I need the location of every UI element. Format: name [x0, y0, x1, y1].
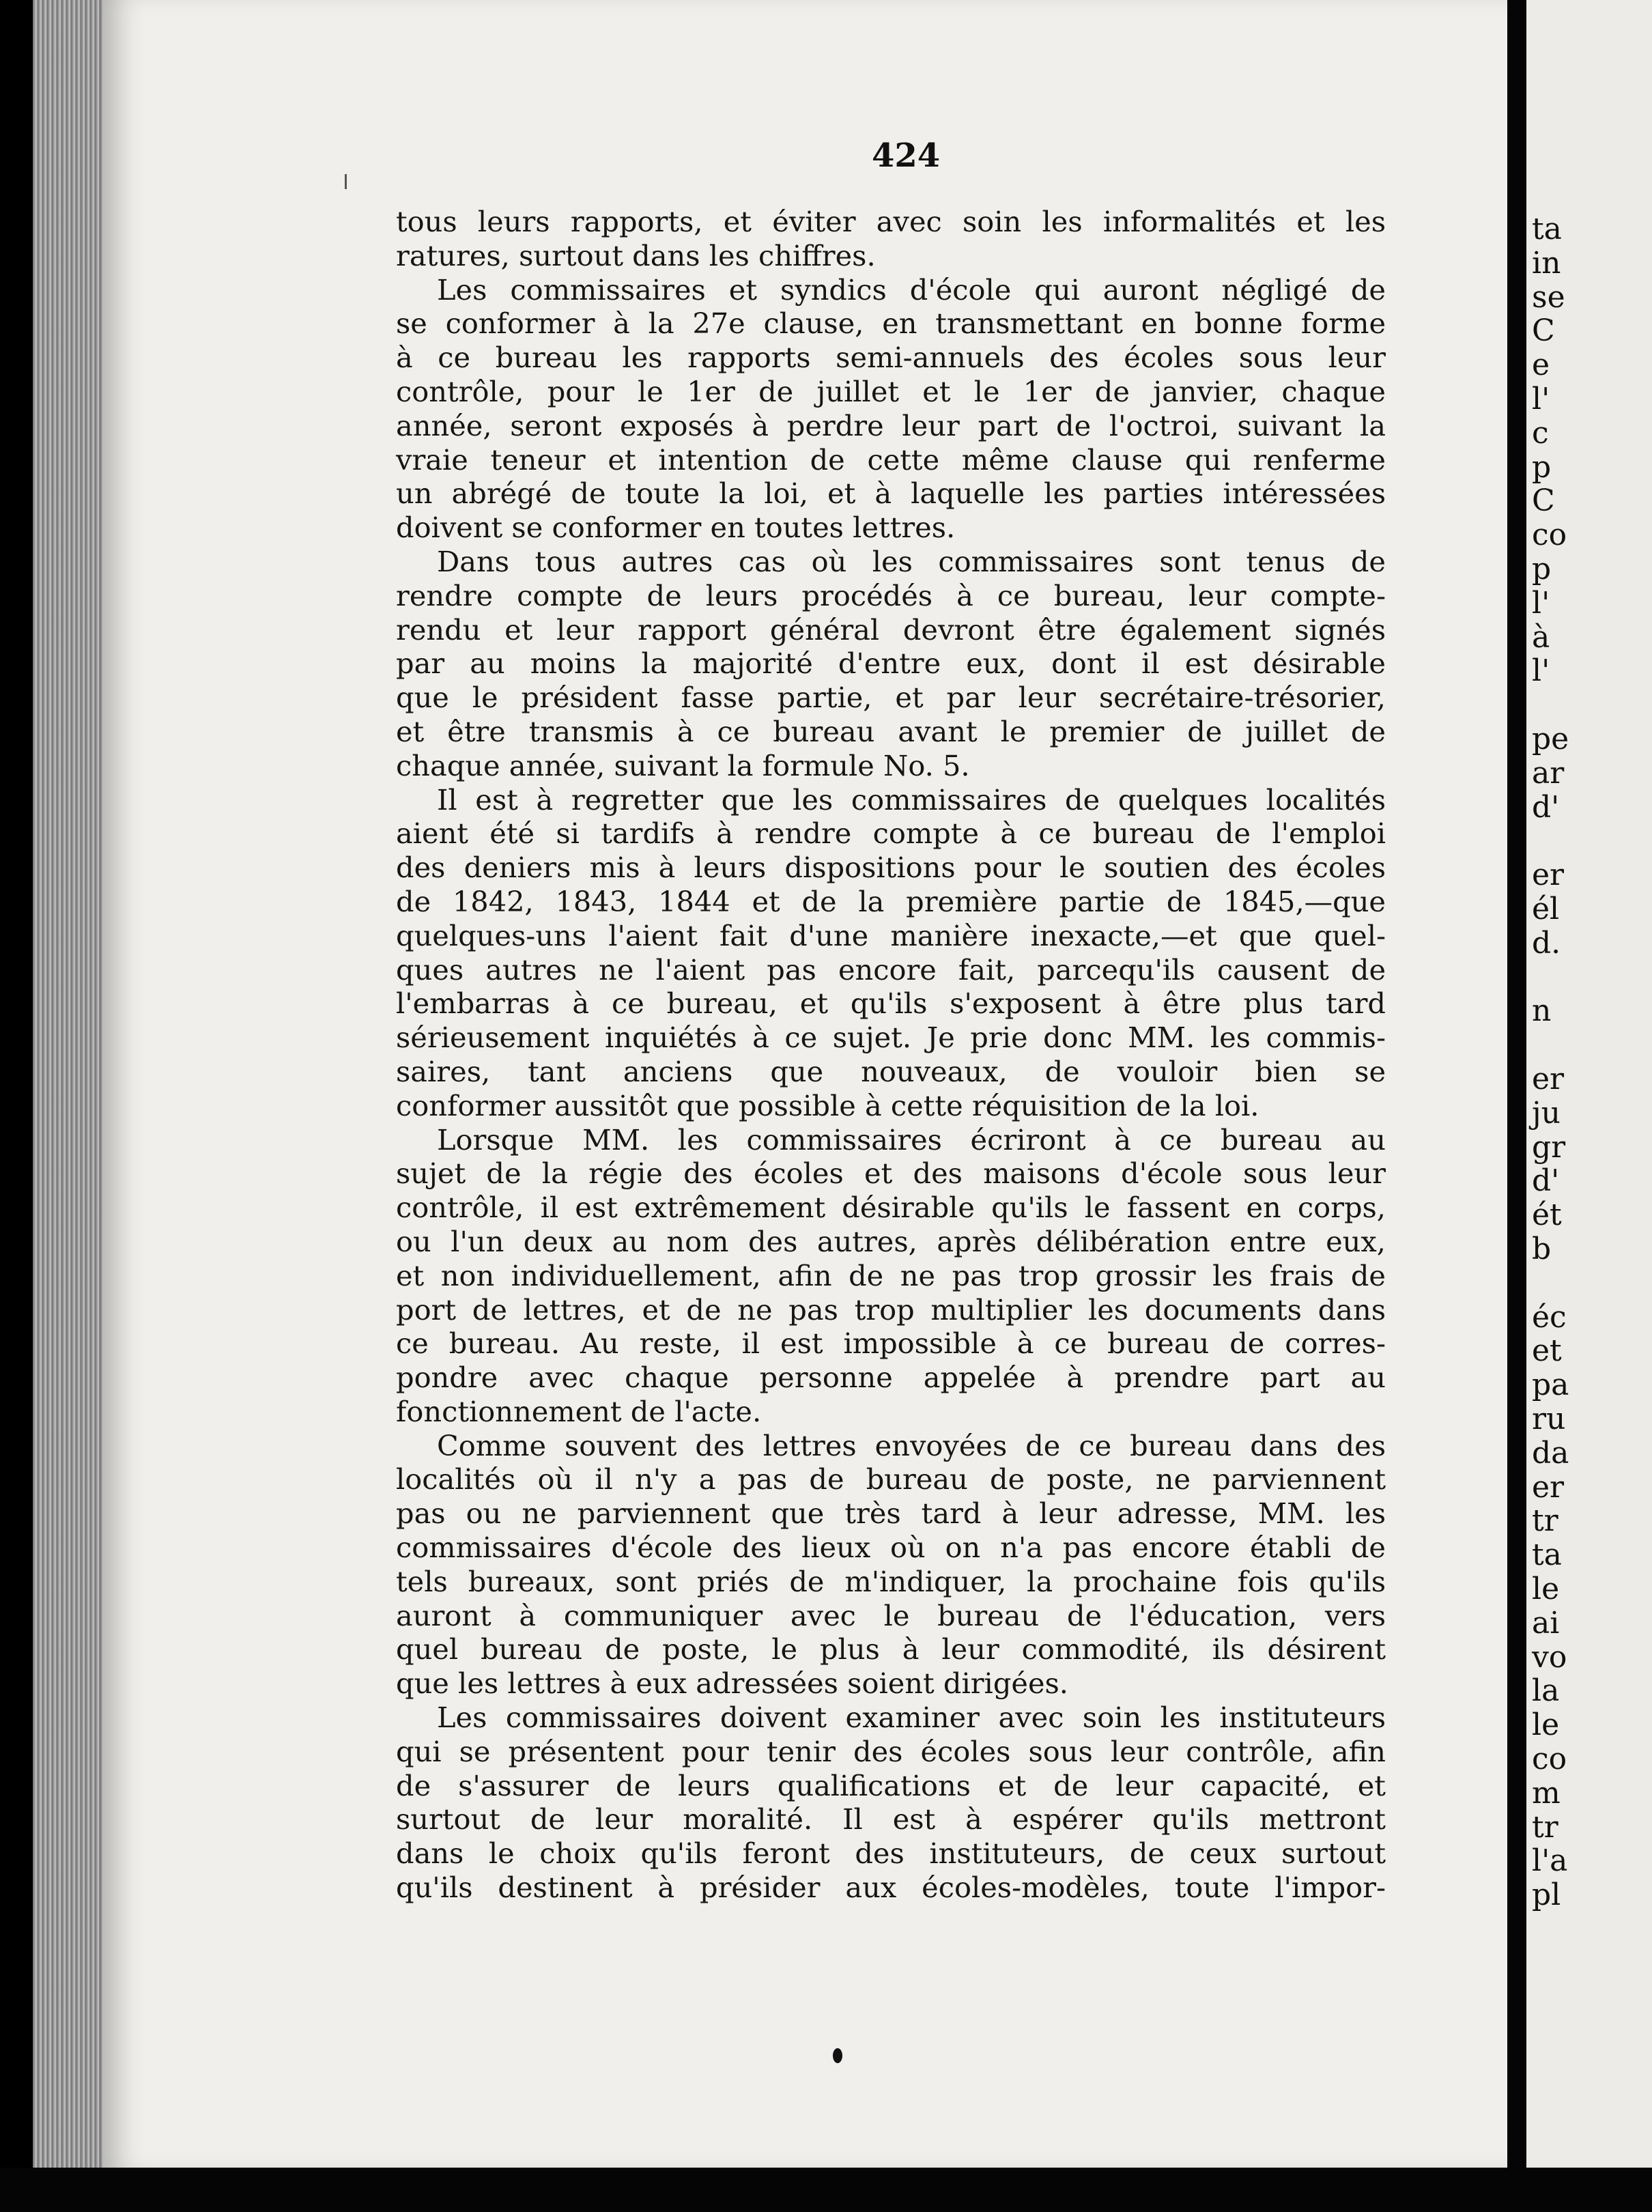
right-page-text-fragment: er — [1532, 1062, 1565, 1096]
right-page-text-fragment: ai — [1532, 1605, 1560, 1641]
text-line: Les commissaires doivent examiner avec soin les instituteurs — [437, 1701, 1386, 1735]
right-page-text-fragment: ju — [1532, 1095, 1561, 1131]
text-line: pas ou ne parviennent que très tard à leur adresse, MM. les — [396, 1497, 1386, 1531]
right-page-text-fragment: pa — [1532, 1367, 1569, 1403]
right-page-text-fragment: la — [1532, 1673, 1560, 1709]
text-line: ce bureau. Au reste, il est impossible à ce bureau de corres- — [396, 1327, 1386, 1361]
text-line: rendu et leur rapport général devront être également signés — [396, 612, 1386, 647]
right-page-text-fragment: da — [1532, 1435, 1569, 1471]
text-line: année, seront exposés à perdre leur part de l'octroi, suivant la — [396, 408, 1386, 442]
text-line: commissaires d'école des lieux où on n'a pas encore établi de — [396, 1531, 1386, 1565]
text-line: pondre avec chaque personne appelée à prendre part au — [396, 1361, 1386, 1395]
text-line: et non individuellement, afin de ne pas trop grossir les frais de — [396, 1258, 1386, 1292]
text-line: ques autres ne l'aient pas encore fait, parcequ'ils causent de — [396, 952, 1386, 987]
text-line: ratures, surtout dans les chiffres. — [396, 238, 876, 272]
right-page-text-fragment: c — [1532, 415, 1549, 451]
text-line: que le président fasse partie, et par leur secrétaire-trésorier, — [396, 681, 1386, 715]
text-line: sujet de la régie des écoles et des maisons d'école sous leur — [396, 1157, 1386, 1191]
page-number: 424 — [872, 137, 941, 175]
right-page-text-fragment: tr — [1532, 1503, 1558, 1539]
right-page-text-fragment: l' — [1532, 382, 1550, 416]
text-line: tous leurs rapports, et éviter avec soin les informalités et les — [396, 205, 1386, 238]
right-page-text-fragment: à — [1532, 619, 1550, 655]
right-page-text-fragment: d' — [1532, 1163, 1560, 1199]
text-line: et être transmis à ce bureau avant le premier de juillet de — [396, 714, 1386, 748]
text-line: localités où il n'y a pas de bureau de poste, ne parviennent — [396, 1462, 1386, 1497]
text-line: Comme souvent des lettres envoyées de ce bureau dans des — [437, 1428, 1386, 1462]
text-line: sérieusement inquiétés à ce sujet. Je prie donc MM. les commis- — [396, 1021, 1386, 1055]
right-page-text-fragment: vo — [1532, 1639, 1567, 1675]
paragraph — [396, 1701, 1386, 1905]
text-line: rendre compte de leurs procédés à ce bureau, leur compte- — [396, 578, 1386, 612]
text-line: qu'ils destinent à présider aux écoles-modèles, toute l'impor- — [396, 1871, 1386, 1905]
text-line: qui se présentent pour tenir des écoles sous leur contrôle, afin — [396, 1734, 1386, 1768]
right-page-text-fragment: él — [1532, 892, 1560, 926]
right-page-text-fragment: C — [1532, 483, 1555, 519]
right-page-text-fragment: co — [1532, 517, 1567, 553]
text-line: quelques-uns l'aient fait d'une manière inexacte,—et que quel- — [396, 918, 1386, 952]
right-page-text-fragment: pe — [1532, 722, 1569, 756]
text-line: dans le choix qu'ils feront des instituteurs, de ceux surtout — [396, 1837, 1386, 1871]
right-page-text-fragment: se — [1532, 279, 1565, 315]
paragraph — [396, 273, 1386, 545]
right-page-text-fragment: l'a — [1532, 1843, 1568, 1879]
right-page-text-fragment: ta — [1532, 212, 1562, 246]
text-line: Les commissaires et syndics d'école qui auront négligé de — [437, 272, 1386, 307]
right-page-text-fragment: in — [1532, 245, 1561, 281]
right-page-text-fragment: p — [1532, 552, 1552, 586]
margin-mark — [345, 174, 347, 189]
ink-speck — [833, 2048, 842, 2063]
text-line: saires, tant anciens que nouveaux, de vouloir bien se — [396, 1054, 1386, 1088]
right-page-text-fragment: ta — [1532, 1537, 1562, 1573]
text-line: ou l'un deux au nom des autres, après délibération entre eux, — [396, 1224, 1386, 1258]
text-line: fonctionnement de l'acte. — [396, 1394, 762, 1428]
text-line: de 1842, 1843, 1844 et de la première partie de 1845,—que — [396, 884, 1386, 918]
text-line: vraie teneur et intention de cette même clause qui renferme — [396, 442, 1386, 477]
right-page-text-fragment: le — [1532, 1572, 1560, 1606]
paragraph — [396, 1429, 1386, 1701]
text-line: de s'assurer de leurs qualifications et de leur capacité, et — [396, 1768, 1386, 1802]
text-line: conformer aussitôt que possible à cette réquisition de la loi. — [396, 1088, 1259, 1122]
right-page-text-fragment: b — [1532, 1232, 1552, 1266]
right-page-text-fragment: er — [1532, 1469, 1565, 1505]
text-line: chaque année, suivant la formule No. 5. — [396, 748, 970, 782]
body-text — [396, 205, 1386, 1905]
paragraph — [396, 783, 1386, 1123]
text-line: doivent se conformer en toutes lettres. — [396, 511, 956, 545]
text-line: surtout de leur moralité. Il est à espérer qu'ils mettront — [396, 1802, 1386, 1837]
text-line: que les lettres à eux adressées soient dirigées. — [396, 1667, 1068, 1701]
gutter-shadow — [1507, 0, 1526, 2212]
right-page-text-fragment: éc — [1532, 1299, 1567, 1335]
text-line: se conformer à la 27e clause, en transmettant en bonne forme — [396, 307, 1386, 341]
right-page-text-fragment: n — [1532, 993, 1552, 1029]
right-page-text-fragment: ét — [1532, 1197, 1562, 1233]
right-page-fragment — [1526, 0, 1652, 2168]
text-line: contrôle, il est extrêmement désirable qu'ils le fassent en corps, — [396, 1191, 1386, 1225]
paragraph — [396, 205, 1386, 273]
text-line: à ce bureau les rapports semi-annuels des écoles sous leur — [396, 341, 1386, 375]
right-page-text-fragment: l' — [1532, 585, 1550, 621]
text-line: auront à communiquer avec le bureau de l'éducation, vers — [396, 1598, 1386, 1632]
right-page-text-fragment: m — [1532, 1775, 1561, 1811]
text-line: port de lettres, et de ne pas trop multiplier les documents dans — [396, 1292, 1386, 1327]
text-line: aient été si tardifs à rendre compte à ce bureau de l'emploi — [396, 817, 1386, 851]
text-line: contrôle, pour le 1er de juillet et le 1er de janvier, chaque — [396, 374, 1386, 408]
right-page-text-fragment: ar — [1532, 755, 1565, 791]
text-line: quel bureau de poste, le plus à leur commodité, ils désirent — [396, 1632, 1386, 1667]
right-page-text-fragment: e — [1532, 348, 1550, 383]
right-page-text-fragment: pl — [1532, 1877, 1561, 1913]
right-page-text-fragment: gr — [1532, 1129, 1566, 1165]
bottom-border — [0, 2168, 1652, 2212]
paragraph — [396, 1123, 1386, 1429]
text-line: Lorsque MM. les commissaires écriront à ce bureau au — [437, 1122, 1386, 1157]
paragraph — [396, 545, 1386, 783]
right-page-text-fragment: le — [1532, 1707, 1560, 1743]
right-page-text-fragment: d' — [1532, 789, 1560, 825]
right-page-text-fragment: p — [1532, 449, 1552, 485]
right-page-text-fragment: er — [1532, 857, 1565, 893]
text-line: Il est à regretter que les commissaires de quelques localités — [437, 782, 1386, 817]
right-page-text-fragment: d. — [1532, 925, 1561, 961]
text-line: un abrégé de toute la loi, et à laquelle les parties intéressées — [396, 477, 1386, 511]
text-line: par au moins la majorité d'entre eux, dont il est désirable — [396, 647, 1386, 681]
right-page-text-fragment: ru — [1532, 1402, 1566, 1436]
right-page-text-fragment: co — [1532, 1742, 1567, 1776]
right-page-text-fragment: l' — [1532, 653, 1550, 689]
text-line: des deniers mis à leurs dispositions pour le soutien des écoles — [396, 851, 1386, 885]
text-line: Dans tous autres cas où les commissaires sont tenus de — [437, 544, 1386, 578]
text-line: l'embarras à ce bureau, et qu'ils s'exposent à être plus tard — [396, 987, 1386, 1021]
text-line: tels bureaux, sont priés de m'indiquer, la prochaine fois qu'ils — [396, 1564, 1386, 1598]
right-page-text-fragment: C — [1532, 313, 1555, 349]
right-page-text-fragment: et — [1532, 1333, 1562, 1369]
page-stack-edge — [33, 0, 108, 2212]
right-page-text-fragment: tr — [1532, 1809, 1558, 1845]
